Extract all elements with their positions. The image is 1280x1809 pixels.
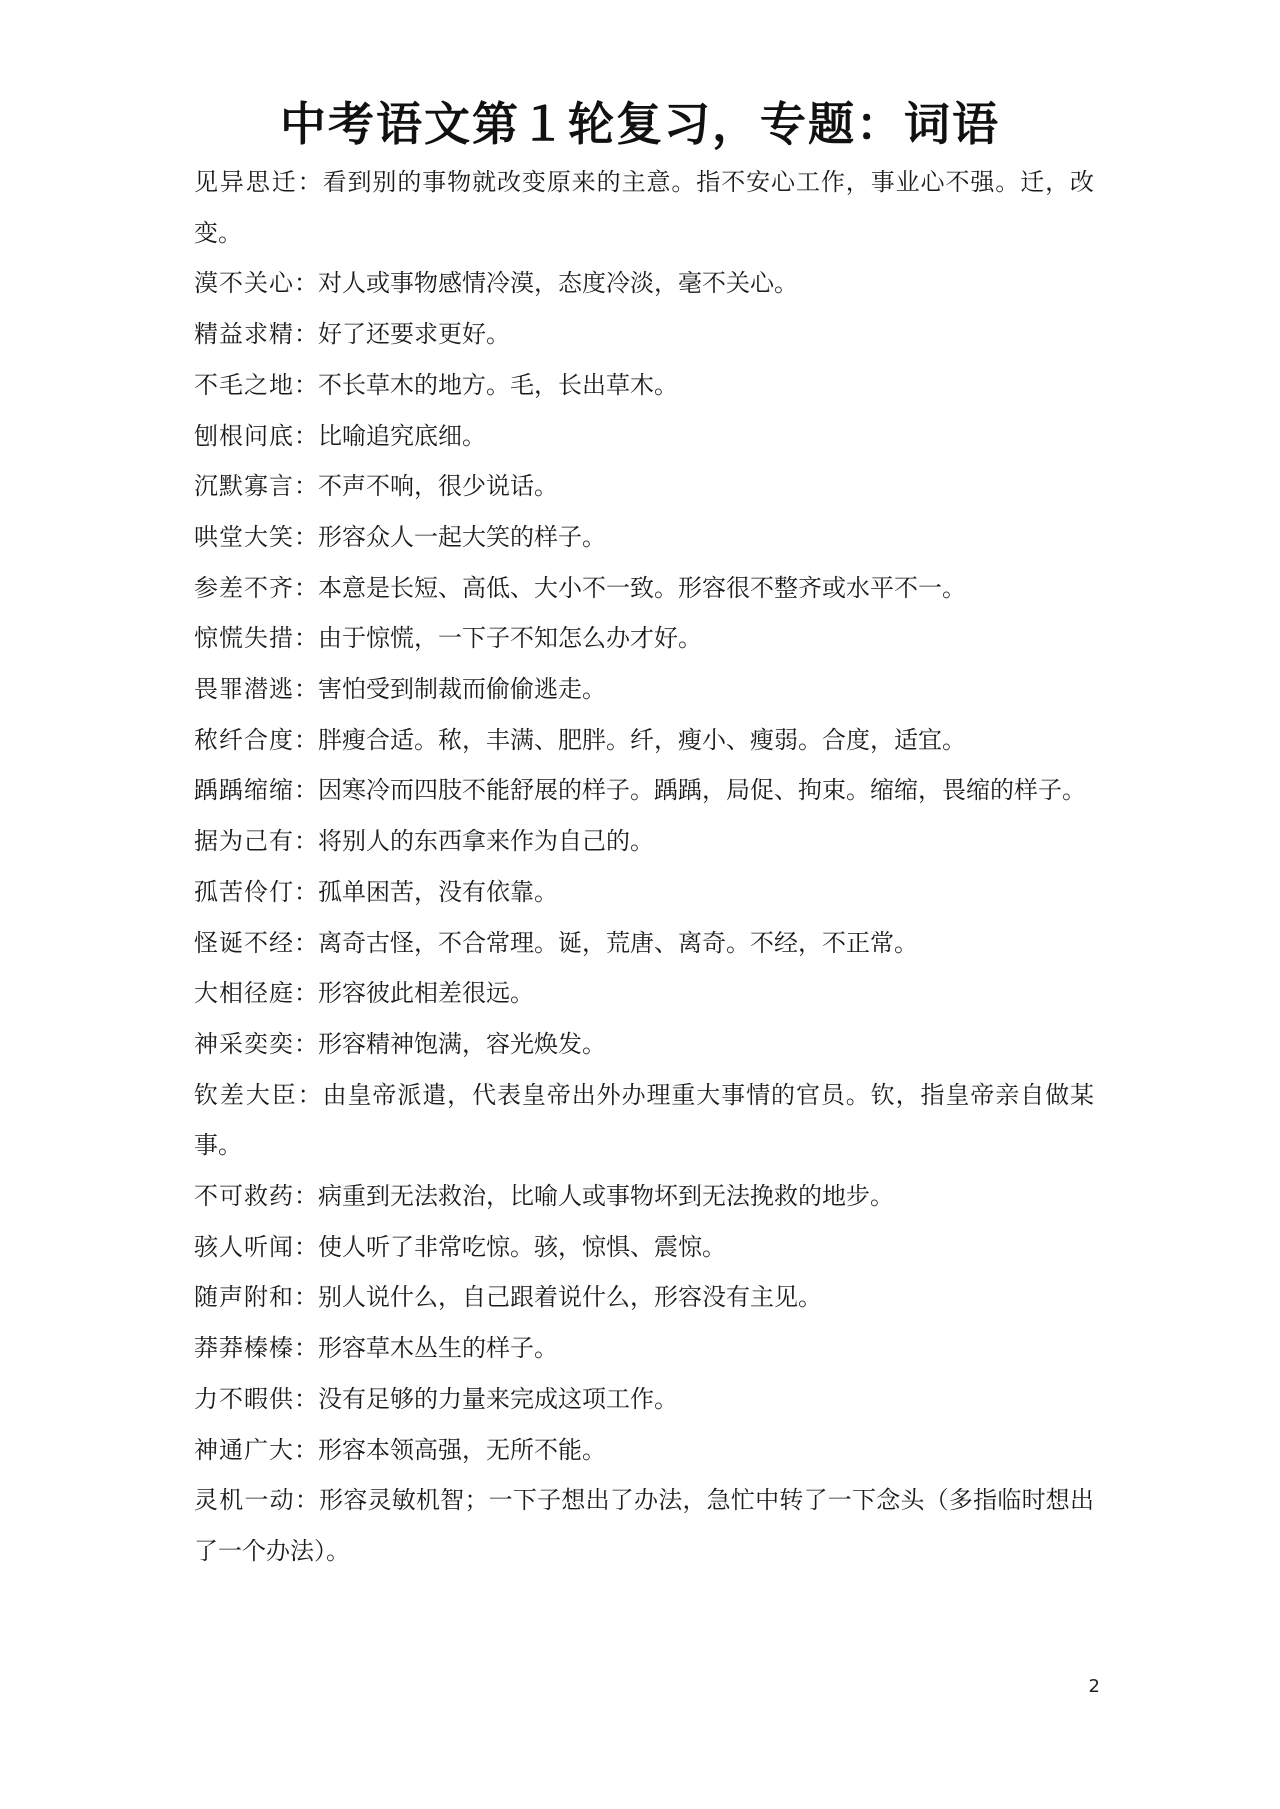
- vocab-term: 沉默寡言: [194, 472, 294, 501]
- vocab-term: 孤苦伶仃: [194, 877, 294, 906]
- term-separator: ：: [294, 370, 318, 399]
- vocab-entry: [194, 1171, 1094, 1222]
- term-separator: ：: [294, 827, 318, 856]
- vocab-term: 踽踽缩缩: [194, 776, 294, 805]
- vocab-term: 骇人听闻: [194, 1232, 294, 1261]
- vocab-definition: 形容精神饱满，容光焕发。: [318, 1029, 606, 1058]
- vocab-term: 参差不齐: [194, 573, 294, 602]
- vocab-definition: 对人或事物感情冷漠，态度冷淡，毫不关心。: [318, 269, 798, 298]
- vocab-entry: [194, 512, 1094, 563]
- vocab-term: 据为己有: [194, 827, 294, 856]
- vocab-term: 神采奕奕: [194, 1029, 294, 1058]
- vocab-entry: [194, 918, 1094, 969]
- term-separator: ：: [294, 928, 318, 957]
- term-separator: ：: [297, 1080, 323, 1109]
- vocab-term: 刨根问底: [194, 421, 294, 450]
- vocab-entry: [194, 1070, 1094, 1171]
- vocab-definition: 不声不响，很少说话。: [318, 472, 558, 501]
- term-separator: ：: [294, 1435, 318, 1464]
- document-title: 中考语文第１轮复习，专题：词语: [280, 97, 1000, 151]
- term-separator: ：: [294, 1182, 318, 1211]
- vocab-term: 畏罪潜逃: [194, 675, 294, 704]
- term-separator: ：: [294, 675, 318, 704]
- term-separator: ：: [294, 573, 318, 602]
- term-separator: ：: [294, 269, 318, 298]
- term-separator: ：: [294, 979, 318, 1008]
- vocab-entry: [194, 1475, 1094, 1576]
- vocab-definition: 由于惊慌，一下子不知怎么办才好。: [318, 624, 702, 653]
- vocab-entry: [194, 765, 1094, 816]
- vocab-definition: 由皇帝派遣，代表皇帝出外办理重大事情的官员。钦，指皇帝亲自做某事。: [194, 1080, 1095, 1160]
- vocab-term: 哄堂大笑: [194, 522, 294, 551]
- vocab-entry: [194, 664, 1094, 715]
- term-separator: ：: [294, 1029, 318, 1058]
- vocab-definition: 别人说什么，自己跟着说什么，形容没有主见。: [318, 1283, 822, 1312]
- vocab-definition: 离奇古怪，不合常理。诞，荒唐、离奇。不经，不正常。: [318, 928, 918, 957]
- vocab-definition: 因寒冷而四肢不能舒展的样子。踽踽，局促、拘束。缩缩，畏缩的样子。: [318, 776, 1086, 805]
- vocab-entry: [194, 411, 1094, 462]
- vocab-definition: 胖瘦合适。秾，丰满、肥胖。纤，瘦小、瘦弱。合度，适宜。: [318, 725, 966, 754]
- vocab-definition: 形容彼此相差很远。: [318, 979, 534, 1008]
- term-separator: ：: [294, 1334, 318, 1363]
- vocab-entry: [194, 1222, 1094, 1273]
- term-separator: ：: [294, 522, 318, 551]
- vocab-definition: 病重到无法救治，比喻人或事物坏到无法挽救的地步。: [318, 1182, 894, 1211]
- vocab-definition: 形容众人一起大笑的样子。: [318, 522, 606, 551]
- vocab-definition: 形容草木丛生的样子。: [318, 1334, 558, 1363]
- vocab-definition: 看到别的事物就改变原来的主意。指不安心工作，事业心不强。迁，改变。: [194, 168, 1095, 247]
- vocab-entry: [194, 1374, 1094, 1425]
- vocab-term: 漠不关心: [194, 269, 294, 298]
- term-separator: ：: [294, 1384, 318, 1413]
- term-separator: ：: [294, 320, 318, 349]
- vocab-term: 见异思迁: [194, 168, 298, 196]
- vocab-entry: [194, 867, 1094, 918]
- vocab-term: 钦差大臣: [194, 1080, 298, 1109]
- vocab-definition: 将别人的东西拿来作为自己的。: [318, 827, 654, 856]
- vocab-definition: 形容本领高强，无所不能。: [318, 1435, 606, 1464]
- vocab-entry: [194, 157, 1094, 258]
- term-separator: ：: [294, 472, 318, 501]
- vocab-definition: 本意是长短、高低、大小不一致。形容很不整齐或水平不一。: [318, 573, 966, 602]
- vocab-entry: [194, 1323, 1094, 1374]
- term-separator: ：: [294, 877, 318, 906]
- term-separator: ：: [294, 1232, 318, 1261]
- vocab-entry: [194, 715, 1094, 766]
- vocab-entry: [194, 563, 1094, 614]
- vocab-term: 精益求精: [194, 320, 294, 349]
- vocab-definition: 好了还要求更好。: [318, 320, 510, 349]
- vocab-entry: [194, 968, 1094, 1019]
- vocab-term: 随声附和: [194, 1283, 294, 1312]
- vocab-entry: [194, 816, 1094, 867]
- vocab-definition: 不长草木的地方。毛，长出草木。: [318, 370, 678, 399]
- vocab-entry: [194, 613, 1094, 664]
- vocab-entry: [194, 309, 1094, 360]
- vocab-term: 不毛之地: [194, 370, 294, 399]
- term-separator: ：: [294, 1283, 318, 1312]
- vocab-term: 惊慌失措: [194, 624, 294, 653]
- vocab-entry: [194, 1019, 1094, 1070]
- vocab-entry: [194, 360, 1094, 411]
- vocab-definition: 形容灵敏机智；一下子想出了办法，急忙中转了一下念头（多指临时想出了一个办法）。: [194, 1486, 1095, 1565]
- vocab-term: 神通广大: [194, 1435, 294, 1464]
- vocab-entry: [194, 1425, 1094, 1476]
- vocab-definition: 没有足够的力量来完成这项工作。: [318, 1384, 678, 1413]
- vocab-definition: 比喻追究底细。: [318, 421, 486, 450]
- vocab-definition: 孤单困苦，没有依靠。: [318, 877, 558, 906]
- vocab-entry: [194, 1272, 1094, 1323]
- term-separator: ：: [294, 725, 318, 754]
- term-separator: ：: [294, 1486, 320, 1515]
- vocab-term: 灵机一动: [194, 1486, 295, 1515]
- vocab-definition: 使人听了非常吃惊。骇，惊惧、震惊。: [318, 1232, 726, 1261]
- vocab-term: 力不暇供: [194, 1384, 294, 1413]
- vocab-entry: [194, 258, 1094, 309]
- term-separator: ：: [294, 776, 318, 805]
- term-separator: ：: [294, 421, 318, 450]
- vocab-entry: [194, 461, 1094, 512]
- vocabulary-list: [194, 157, 1094, 1577]
- term-separator: ：: [297, 168, 323, 196]
- page-number: 2: [1088, 1676, 1100, 1697]
- vocab-term: 怪诞不经: [194, 928, 294, 957]
- vocab-definition: 害怕受到制裁而偷偷逃走。: [318, 675, 606, 704]
- vocab-term: 秾纤合度: [194, 725, 294, 754]
- vocab-term: 不可救药: [194, 1182, 294, 1211]
- vocab-term: 大相径庭: [194, 979, 294, 1008]
- vocab-term: 莽莽榛榛: [194, 1334, 294, 1363]
- term-separator: ：: [294, 624, 318, 653]
